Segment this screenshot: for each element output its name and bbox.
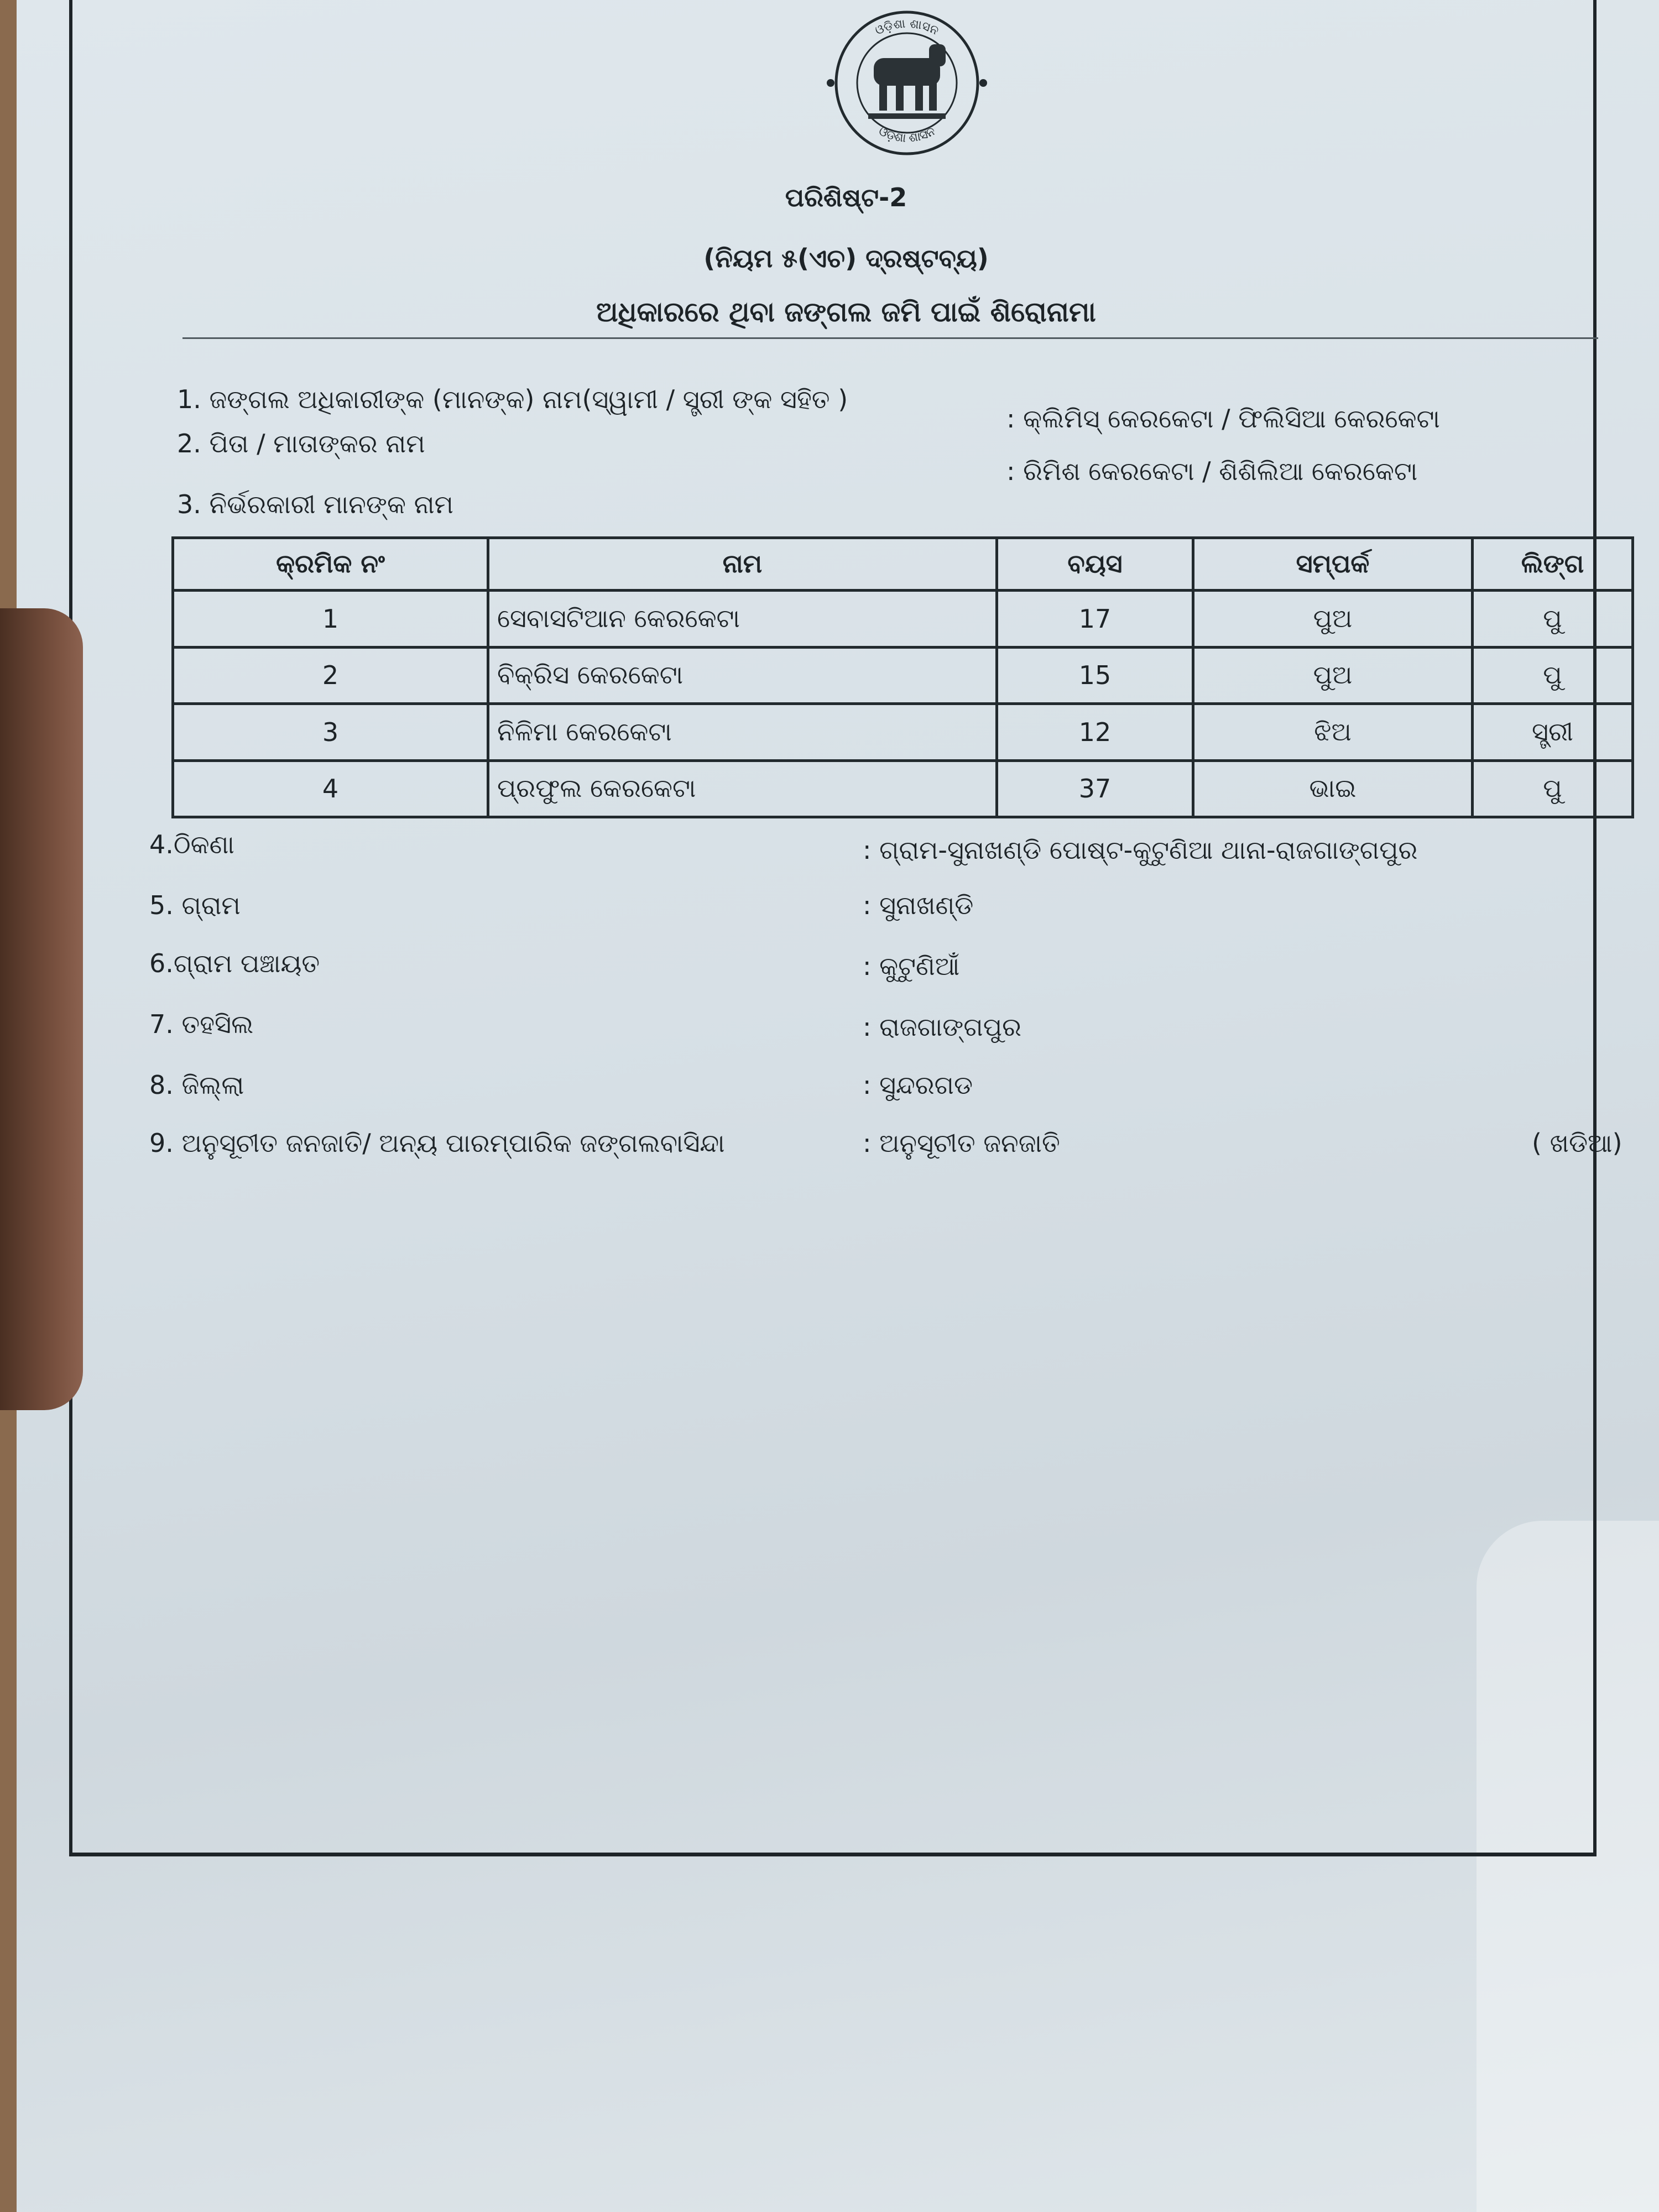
holder-names-value: : କ୍ଲିମିସ୍ କେରକେଟା / ଫିଲିସିଆ କେରକେଟା bbox=[1006, 404, 1440, 434]
serial-cell: 4 bbox=[173, 760, 488, 817]
col-relation-header: ସମ୍ପର୍କ bbox=[1193, 538, 1473, 591]
table-row bbox=[173, 591, 1633, 648]
village-value: : ସୁନାଖଣ୍ଡି bbox=[863, 890, 974, 920]
rule-reference: (ନିୟମ ୫(ଏଚ) ଦ୍ରଷ୍ଟବ୍ୟ) bbox=[703, 243, 989, 273]
village-label: 5. ଗ୍ରାମ bbox=[149, 890, 241, 920]
serial-cell: 2 bbox=[173, 647, 488, 704]
age-cell: 17 bbox=[997, 591, 1193, 648]
name-cell: ବିକ୍ରିସ କେରକେଟା bbox=[488, 647, 997, 704]
page-border bbox=[69, 0, 1597, 1856]
address-value: : ଗ୍ରାମ-ସୁନାଖଣ୍ଡି ପୋଷ୍ଟ-କୁଟୁଣିଆ ଥାନା-ରାଜଗାଙ୍ଗପୁର bbox=[863, 835, 1418, 865]
holder-names-label: 1. ଜଙ୍ଗଲ ଅଧିକାରୀଙ୍କ (ମାନଙ୍କ) ନାମ(ସ୍ୱାମୀ / ସ୍ତ୍ରୀ ଙ୍କ ସହିତ ) bbox=[177, 384, 848, 414]
col-name-header: ନାମ bbox=[488, 538, 997, 591]
gender-cell: ସ୍ତ୍ରୀ bbox=[1473, 704, 1633, 761]
panchayat-label: 6.ଗ୍ରାମ ପଞ୍ଚାୟତ bbox=[149, 948, 320, 978]
table-row bbox=[173, 647, 1633, 704]
gender-cell: ପୁ bbox=[1473, 647, 1633, 704]
age-cell: 12 bbox=[997, 704, 1193, 761]
table-row bbox=[173, 760, 1633, 817]
seal-bottom-text: ଓଡ଼ିଶା ଶାସନ bbox=[876, 124, 938, 145]
parent-names-label: 2. ପିତା / ମାତାଙ୍କର ନାମ bbox=[177, 429, 425, 458]
col-age-header: ବୟସ bbox=[997, 538, 1193, 591]
tribe-category-label: 9. ଅନୁସୂଚୀତ ଜନଜାତି/ ଅନ୍ୟ ପାରମ୍ପାରିକ ଜଙ୍ଗଲବାସିନ୍ଦା bbox=[149, 1128, 725, 1158]
serial-cell: 1 bbox=[173, 591, 488, 648]
svg-text:ଓଡ଼ିଶା ଶାସନ bbox=[873, 17, 941, 38]
district-label: 8. ଜିଲ୍ଲା bbox=[149, 1070, 244, 1100]
age-cell: 15 bbox=[997, 647, 1193, 704]
col-serial-header: କ୍ରମିକ ନଂ bbox=[173, 538, 488, 591]
dependents-label: 3. ନିର୍ଭରକାରୀ ମାନଙ୍କ ନାମ bbox=[177, 489, 453, 519]
relation-cell: ଭାଇ bbox=[1193, 760, 1473, 817]
document-title: ଅଧିକାରରେ ଥିବା ଜଙ୍ଗଲ ଜମି ପାଇଁ ଶିରୋନାମା bbox=[596, 296, 1096, 328]
government-seal-icon bbox=[813, 6, 1001, 160]
tribe-name-note: ( ଖଡିଆ) bbox=[1532, 1128, 1623, 1158]
panchayat-value: : କୁଟୁଣିଆଁ bbox=[863, 951, 960, 981]
table-header-row bbox=[173, 538, 1633, 591]
serial-cell: 3 bbox=[173, 704, 488, 761]
district-value: : ସୁନ୍ଦରଗଡ bbox=[863, 1070, 973, 1100]
tribe-category-value: : ଅନୁସୂଚୀତ ଜନଜାତି bbox=[863, 1128, 1060, 1158]
name-cell: ନିଳିମା କେରକେଟା bbox=[488, 704, 997, 761]
thumb-holding-paper bbox=[0, 608, 83, 1410]
table-row bbox=[173, 704, 1633, 761]
name-cell: ପ୍ରଫୁଲ କେରକେଟା bbox=[488, 760, 997, 817]
relation-cell: ଝିଅ bbox=[1193, 704, 1473, 761]
appendix-label: ପରିଶିଷ୍ଟ-2 bbox=[785, 182, 907, 212]
parent-names-value: : ରିମିଶ କେରକେଟା / ଶିଶିଲିଆ କେରକେଟା bbox=[1006, 456, 1418, 486]
col-gender-header: ଲିଙ୍ଗ bbox=[1473, 538, 1633, 591]
header-divider bbox=[182, 337, 1598, 339]
gender-cell: ପୁ bbox=[1473, 760, 1633, 817]
gender-cell: ପୁ bbox=[1473, 591, 1633, 648]
relation-cell: ପୁଅ bbox=[1193, 647, 1473, 704]
dependents-table bbox=[171, 536, 1634, 818]
tehsil-value: : ରାଜଗାଙ୍ଗପୁର bbox=[863, 1012, 1021, 1042]
age-cell: 37 bbox=[997, 760, 1193, 817]
address-label: 4.ଠିକଣା bbox=[149, 830, 234, 859]
name-cell: ସେବାସଟିଆନ କେରକେଟା bbox=[488, 591, 997, 648]
relation-cell: ପୁଅ bbox=[1193, 591, 1473, 648]
document-sheet bbox=[17, 0, 1659, 2212]
seal-top-text: ଓଡ଼ିଶା ଶାସନ bbox=[873, 17, 941, 38]
svg-text:ଓଡ଼ିଶା ଶାସନ bbox=[876, 124, 937, 145]
tehsil-label: 7. ତହସିଲ bbox=[149, 1009, 254, 1039]
